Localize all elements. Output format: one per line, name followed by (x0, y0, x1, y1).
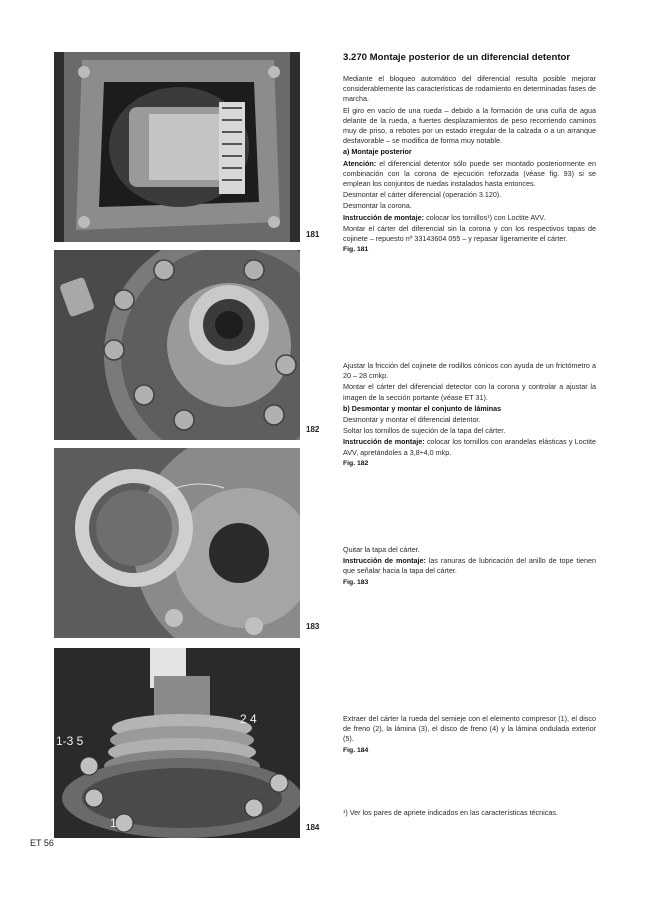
paragraph (343, 556, 596, 576)
paragraph (343, 213, 596, 223)
figure-181-photo (54, 52, 300, 242)
text-block-2 (343, 361, 596, 470)
paragraph: Desmontar la corona. (343, 201, 412, 211)
paragraph: Montar el cárter del diferencial detector con la corona y controlar a ajustar la imagen de la sección portante (véase ET 31). (343, 382, 596, 402)
figure-number: 183 (306, 622, 320, 631)
paragraph: Mediante el bloqueo automático del diferencial resulta posible mejorar considerablemente las características de rodamiento en determinadas fases de marcha. (343, 74, 596, 104)
section-title: 3.270 Montaje posterior de un diferencial detentor (343, 52, 571, 63)
text: colocar los tornillos¹) con Loctite AVV. (424, 212, 546, 222)
figure-number: 181 (306, 230, 320, 239)
figure-reference: Fig. 182 (343, 459, 369, 467)
figure-183-illustration (54, 448, 300, 638)
paragraph (343, 437, 596, 457)
paragraph: Soltar los tornillos de sujeción de la tapa del cárter. (343, 426, 506, 436)
figure-183-photo (54, 448, 300, 638)
label: Instrucción de montaje: (343, 437, 425, 447)
text-block-3 (343, 545, 596, 589)
text-block-4 (343, 714, 596, 757)
text: colocar los tornillos con arandelas elásticas y Loctite AVV, apretándoles a 3,8÷4,0 mkp. (343, 437, 596, 457)
figure-reference: Fig. 183 (343, 578, 369, 586)
figure-reference: Fig. 184 (343, 746, 369, 754)
text: las ranuras de lubricación del anillo de tope tienen que señalar hacia la tapa del cárter. (343, 556, 596, 576)
figure-reference: Fig. 181 (343, 246, 369, 254)
figure-181-illustration (54, 52, 300, 242)
paragraph: Ajustar la fricción del cojinete de rodillos cónicos con ayuda de un frictómetro a 20 – 28 cmkp. (343, 361, 596, 381)
paragraph: Montar el cárter del diferencial sin la corona y con los respectivos tapas de cojinete – repuesto nº 33143604 055 – y repasar ligeramente el cárter. (343, 223, 596, 244)
figure-182-photo (54, 250, 300, 440)
footnote: ¹) Ver los pares de apriete indicados en las características técnicas. (343, 808, 558, 817)
paragraph: Quitar la tapa del cárter. (343, 545, 420, 554)
paragraph: El giro en vacío de una rueda – debido a la formación de una cuña de agua delante de la rueda, a fuertes desplazamientos de peso recorriendo caminos muy de priso, a rebotes por un estado irregular de la calzada o a un arranque desfavorable – se modifica de forma muy notable. (343, 105, 596, 146)
label: Instrucción de montaje: (343, 556, 426, 566)
paragraph: Extraer del cárter la rueda del semieje con el elemento compresor (1), el disco de freno (2), la lámina (3), el disco de freno (4) y la lámina ondulada exterior (5). (343, 714, 596, 744)
paragraph: Desmontar y montar el diferencial detentor. (343, 415, 481, 425)
figure-182-illustration (54, 250, 300, 440)
subheading: a) Montaje posterior (343, 147, 412, 157)
figure-184-illustration (54, 648, 300, 838)
paragraph (343, 159, 596, 190)
callout-2-4: 2 4 (240, 712, 257, 726)
figure-number: 184 (306, 823, 320, 832)
page-number: ET 56 (30, 838, 54, 848)
text-block-1 (343, 74, 596, 256)
figure-184-photo (54, 648, 300, 838)
text: el diferencial detentor sólo puede ser montado posteriormente en combinación con la corona de ejecución reforzada (véase fig. 93) si se emplean los conjuntos de ruedas instalados hasta entonces. (343, 158, 596, 189)
label: Atención: (343, 158, 377, 168)
figure-number: 182 (306, 425, 320, 434)
subheading: b) Desmontar y montar el conjunto de láminas (343, 403, 502, 413)
label: Instrucción de montaje: (343, 212, 425, 222)
callout-1-3-5: 1-3 5 (56, 734, 84, 748)
callout-1: 1 (110, 816, 117, 830)
paragraph: Desmontar el cárter diferencial (operación 3.120). (343, 190, 502, 200)
